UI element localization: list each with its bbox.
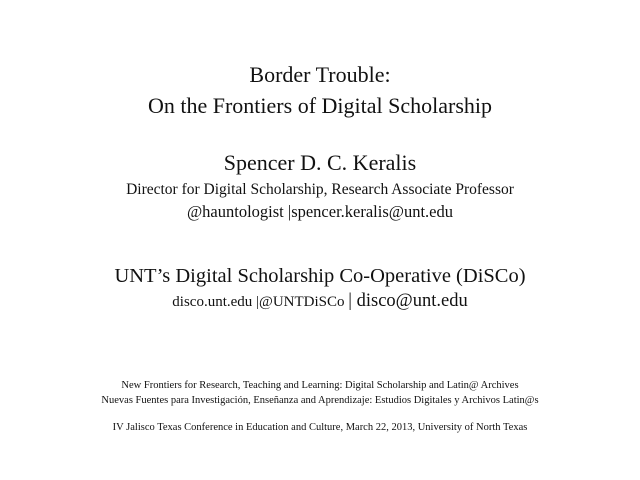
conference-line-english: New Frontiers for Research, Teaching and Learning: Digital Scholarship and Latin@ Archives xyxy=(121,380,519,391)
organization-contact xyxy=(0,292,640,311)
presentation-title-line-2: On the Frontiers of Digital Scholarship xyxy=(147,93,492,118)
conference-line-spanish: Nuevas Fuentes para Investigación, Enseñanza and Aprendizaje: Estudios Digitales y Archivos Latin@s xyxy=(101,395,539,406)
organization-contact-web: disco.unt.edu |@UNTDiSCo xyxy=(172,294,349,310)
organization-name: UNT’s Digital Scholarship Co-Operative (DiSCo) xyxy=(114,265,526,287)
author-role: Director for Digital Scholarship, Research Associate Professor xyxy=(126,181,514,198)
author-contact: @hauntologist |spencer.keralis@unt.edu xyxy=(186,202,453,221)
organization-contact-email: disco@unt.edu xyxy=(352,291,468,311)
author-name: Spencer D. C. Keralis xyxy=(223,150,417,175)
organization-contact-separator: | xyxy=(348,291,352,311)
conference-details: IV Jalisco Texas Conference in Education and Culture, March 22, 2013, University of North Texas xyxy=(112,422,528,433)
presentation-title-line-1: Border Trouble: xyxy=(249,62,391,87)
